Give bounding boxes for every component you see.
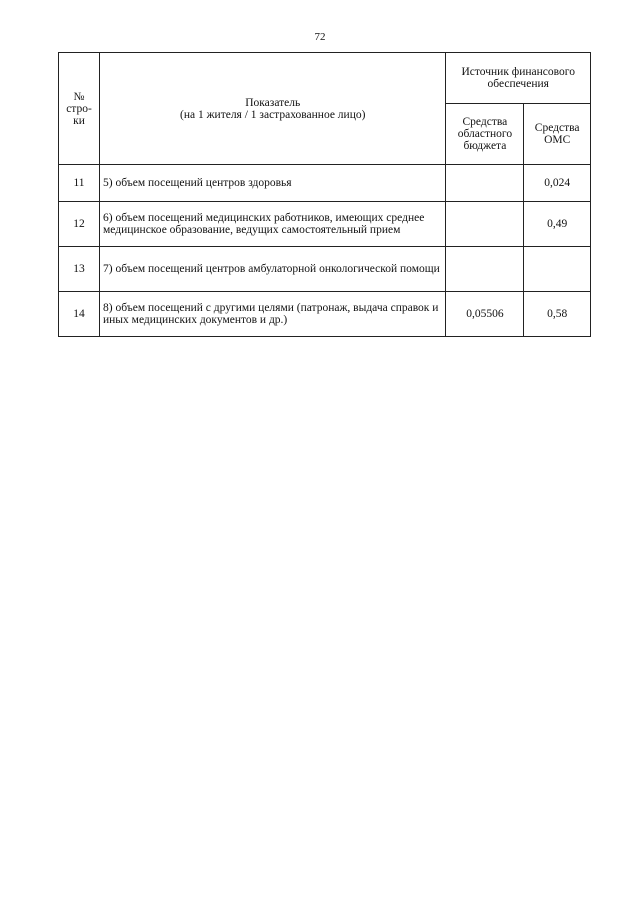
header-row [59, 53, 591, 104]
row-oms: 0,58 [524, 292, 591, 337]
header-num-word-part2: ки [73, 114, 85, 127]
header-num-word-part1: стро- [66, 102, 92, 115]
row-oms [524, 247, 591, 292]
row-indicator: 7) объем посещений центров амбулаторной онкологической помощи [100, 247, 446, 292]
header-indicator-title: Показатель [245, 96, 301, 109]
table-row [59, 292, 591, 337]
row-oms: 0,024 [524, 165, 591, 202]
table-row [59, 247, 591, 292]
header-financing-source: Источник финансового обеспечения [446, 53, 591, 104]
table-row [59, 165, 591, 202]
header-row-number [59, 53, 100, 165]
row-regional-budget: 0,05506 [446, 292, 524, 337]
row-number: 14 [59, 292, 100, 337]
row-number: 12 [59, 202, 100, 247]
financing-table [58, 52, 591, 337]
header-oms: Средства ОМС [524, 104, 591, 165]
row-indicator: 8) объем посещений с другими целями (патронаж, выдача справок и иных медицинских документов и др.) [100, 292, 446, 337]
header-regional-budget: Средства областного бюджета [446, 104, 524, 165]
row-indicator: 6) объем посещений медицинских работников, имеющих среднее медицинское образование, ведущих самостоятельный прием [100, 202, 446, 247]
row-regional-budget [446, 165, 524, 202]
row-regional-budget [446, 202, 524, 247]
row-oms: 0,49 [524, 202, 591, 247]
header-indicator [100, 53, 446, 165]
row-indicator: 5) объем посещений центров здоровья [100, 165, 446, 202]
page-number: 72 [314, 31, 326, 43]
table-row [59, 202, 591, 247]
header-indicator-unit: (на 1 жителя / 1 застрахованное лицо) [180, 108, 366, 121]
row-number: 11 [59, 165, 100, 202]
header-num-symbol: № [73, 90, 85, 103]
row-number: 13 [59, 247, 100, 292]
row-regional-budget [446, 247, 524, 292]
